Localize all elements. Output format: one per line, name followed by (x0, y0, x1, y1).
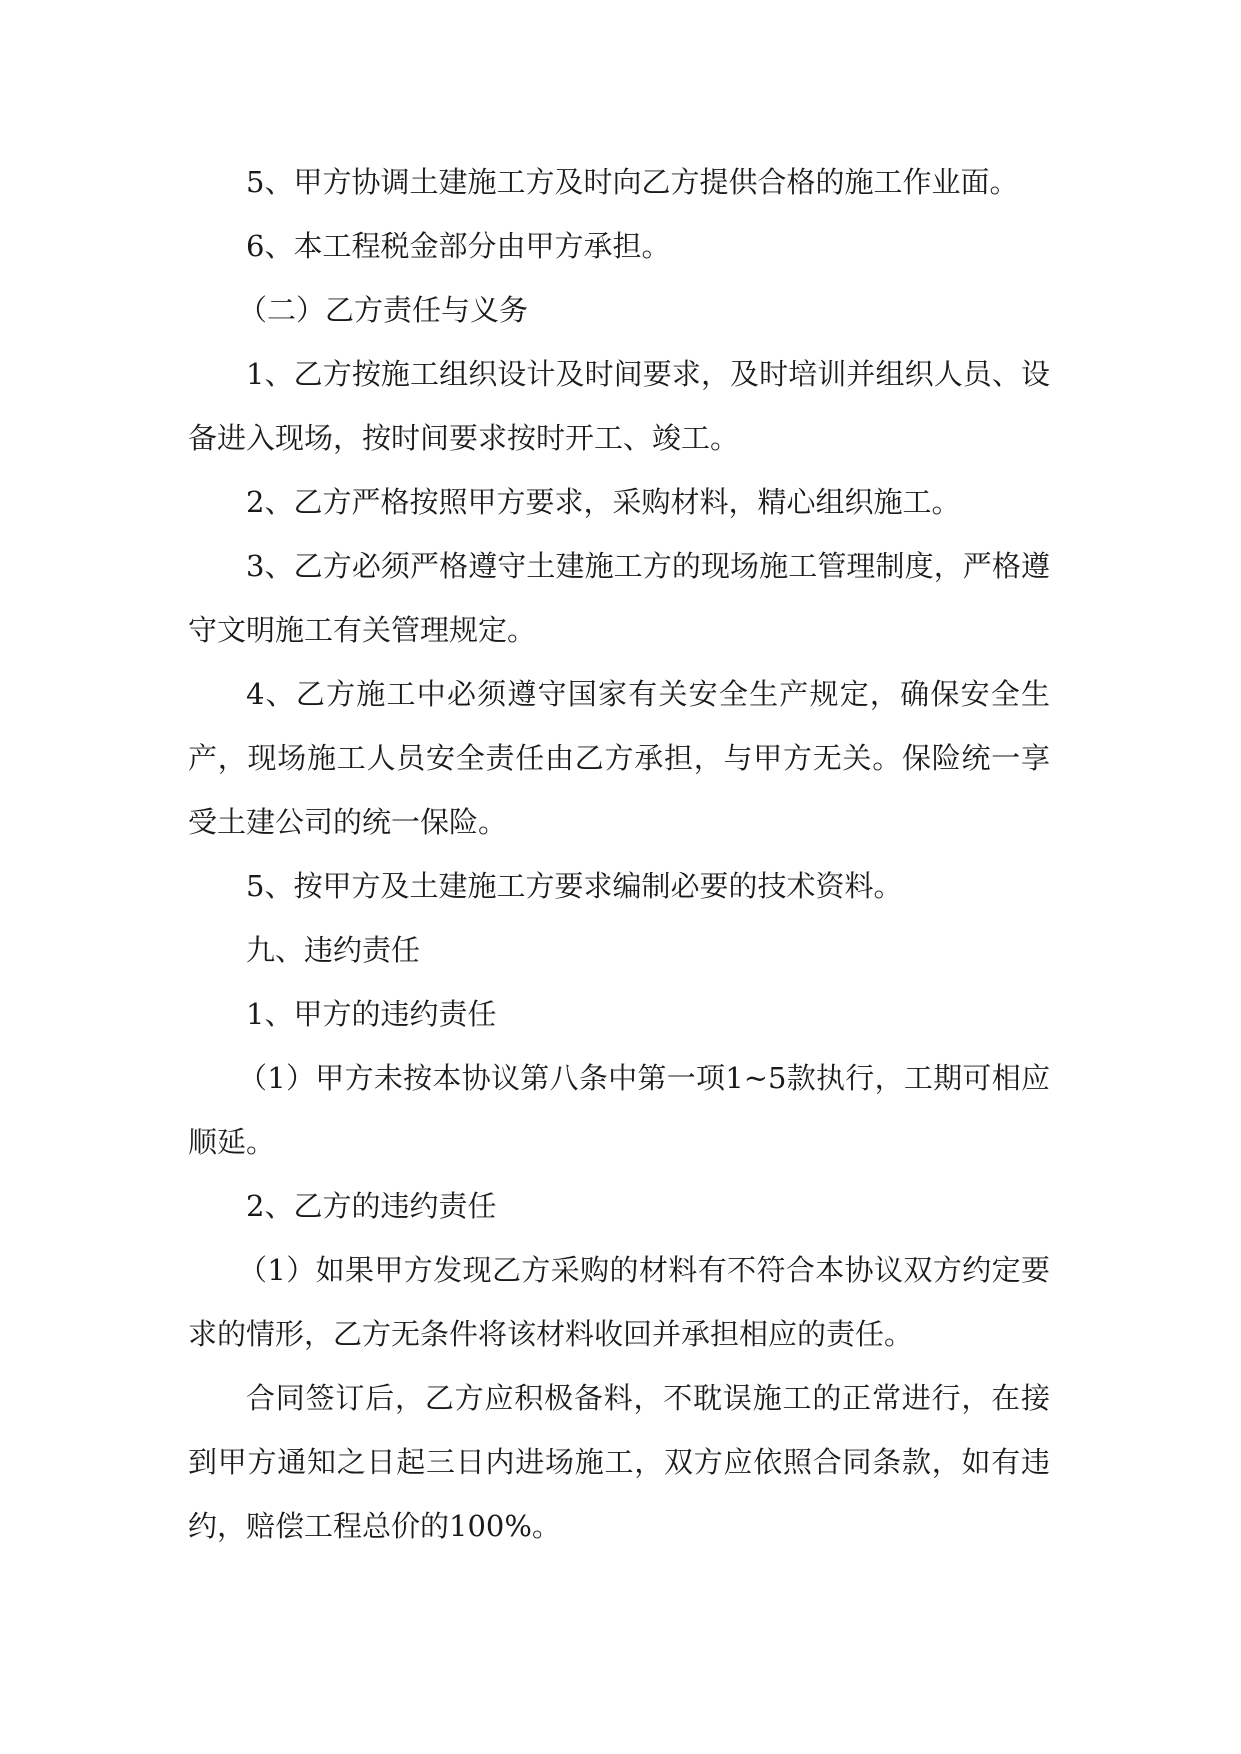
section-heading-party-b: （二）乙方责任与义务 (238, 293, 529, 327)
subheading-party-b-breach: 2、乙方的违约责任 (246, 1189, 497, 1223)
paragraph-party-b-4: 4、乙方施工中必须遵守国家有关安全生产规定，确保安全生产，现场施工人员安全责任由乙方承担，与甲方无关。保险统一享受土建公司的统一保险。 (188, 677, 1050, 839)
section-heading-breach: 九、违约责任 (246, 933, 421, 967)
paragraph-party-b-2: 2、乙方严格按照甲方要求，采购材料，精心组织施工。 (246, 485, 961, 519)
paragraph-party-b-5: 5、按甲方及土建施工方要求编制必要的技术资料。 (246, 869, 903, 903)
paragraph-party-b-breach-1: （1）如果甲方发现乙方采购的材料有不符合本协议双方约定要求的情形，乙方无条件将该材料收回并承担相应的责任。 (188, 1253, 1050, 1351)
paragraph-contract-signing: 合同签订后，乙方应积极备料，不耽误施工的正常进行，在接到甲方通知之日起三日内进场施工，双方应依照合同条款，如有违约，赔偿工程总价的100%。 (188, 1381, 1050, 1543)
paragraph-party-b-3: 3、乙方必须严格遵守土建施工方的现场施工管理制度，严格遵守文明施工有关管理规定。 (188, 549, 1050, 647)
paragraph-party-b-1: 1、乙方按施工组织设计及时间要求，及时培训并组织人员、设备进入现场，按时间要求按时开工、竣工。 (188, 357, 1050, 455)
document-body (188, 150, 1050, 1558)
paragraph-obligation-5: 5、甲方协调土建施工方及时向乙方提供合格的施工作业面。 (246, 165, 1019, 199)
paragraph-obligation-6: 6、本工程税金部分由甲方承担。 (246, 229, 671, 263)
subheading-party-a-breach: 1、甲方的违约责任 (246, 997, 497, 1031)
paragraph-party-a-breach-1: （1）甲方未按本协议第八条中第一项1~5款执行，工期可相应顺延。 (188, 1061, 1050, 1159)
